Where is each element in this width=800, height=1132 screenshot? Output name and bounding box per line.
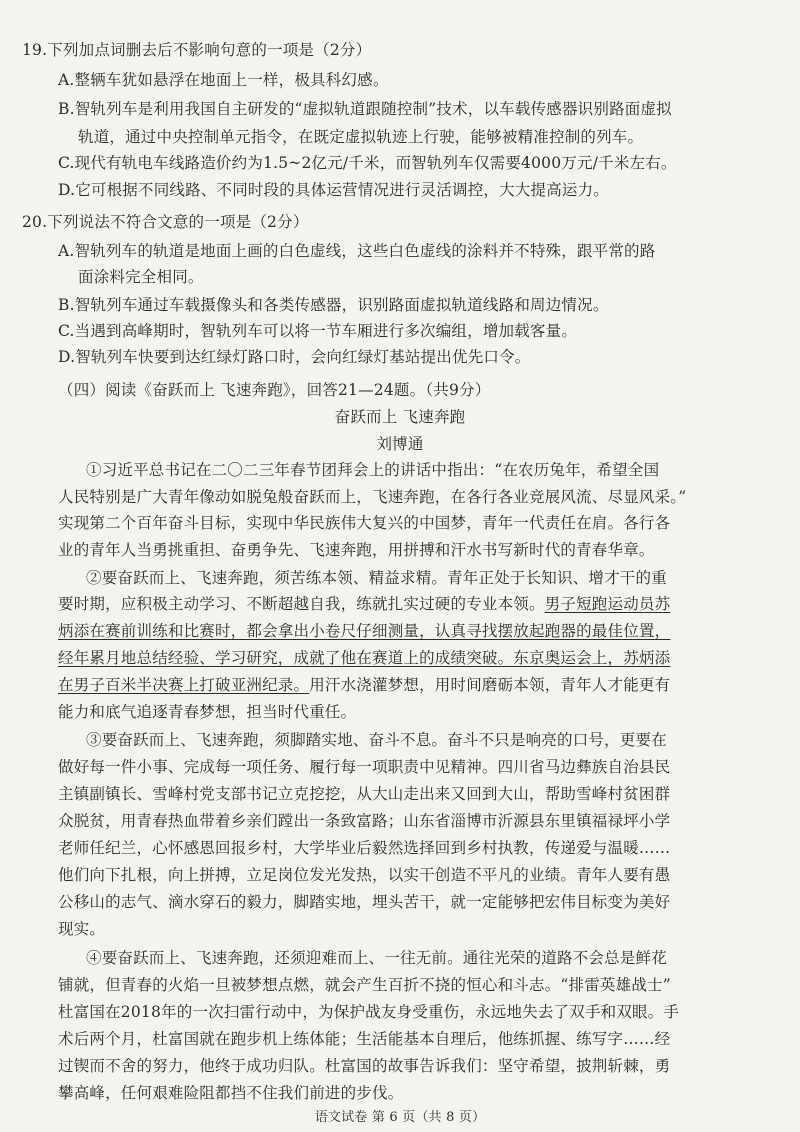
p3-line: 公移山的志气、滴水穿石的毅力，脚踏实地，埋头苦干，就一定能够把宏伟目标变为美好 [58, 893, 671, 911]
p4-line: 过锲而不舍的努力，他终于成功归队。杜富国的故事告诉我们：坚守希望，披荆斩棘，勇 [58, 1057, 671, 1075]
q20-option-b: B.智轨列车通过车载摄像头和各类传感器，识别路面虚拟轨道线路和周边情况。 [58, 296, 609, 314]
article-title: 奋跃而上 飞速奔跑 [334, 408, 466, 426]
p2-underlined-text: 在男子百米半决赛上打破亚洲纪录。 [58, 676, 310, 694]
p2-line [58, 675, 670, 695]
q19-option-a: A.整辆车犹如悬浮在地面上一样，极具科幻感。 [58, 71, 389, 89]
p4-line: 杜富国在2018年的一次扫雷行动中，为保护战友身受重伤，永远地失去了双手和双眼。手 [58, 1003, 680, 1021]
p3-line: ③要奋跃而上、飞速奔跑，须脚踏实地、奋斗不息。奋斗不只是响亮的口号，更要在 [86, 731, 667, 749]
p2-line: 能力和底气追逐青春梦想，担当时代重任。 [58, 703, 357, 721]
q20-option-a: A.智轨列车的轨道是地面上画的白色虚线，这些白色虚线的涂料并不特殊，跟平常的路 [58, 242, 656, 260]
p4-line: 术后两个月，杜富国就在跑步机上练体能；生活能基本自理后，他练抓握、练写字……经 [58, 1030, 671, 1048]
q20-option-c: C.当遇到高峰期时，智轨列车可以将一节车厢进行多次编组，增加载客量。 [58, 322, 578, 340]
p1-line: ①习近平总书记在二〇二三年春节团拜会上的讲话中指出：“在农历兔年，希望全国 [86, 461, 660, 479]
section-instruction: （四）阅读《奋跃而上 飞速奔跑》，回答21—24题。（共9分） [58, 381, 491, 399]
p1-line: 人民特别是广大青年像动如脱兔般奋跃而上，飞速奔跑，在各行各业竞展风流、尽显风采。” [58, 488, 687, 506]
q19-stem: 19.下列加点词删去后不影响句意的一项是（2分） [22, 41, 372, 59]
article-author: 刘博通 [376, 435, 424, 453]
p2-line: ②要奋跃而上、飞速奔跑，须苦练本领、精益求精。青年正处于长知识、增才干的重 [86, 569, 667, 587]
q19-option-d: D.它可根据不同线路、不同时段的具体运营情况进行灵活调控，大大提高运力。 [58, 181, 610, 199]
page-footer: 语文试卷 第 6 页（共 8 页） [314, 1110, 486, 1125]
p3-line: 他们向下扎根，向上拼搏，立足岗位发光发热，以实干创造不平凡的业绩。青年人要有愚 [58, 866, 671, 884]
p3-line: 主镇副镇长、雪峰村党支部书记立克挖挖，从大山走出来又回到大山，帮助雪峰村贫困群 [58, 785, 671, 803]
q19-option-b-cont: 轨道，通过中央控制单元指令，在既定虚拟轨迹上行驶，能够被精准控制的列车。 [78, 128, 644, 146]
q19-option-b: B.智轨列车是利用我国自主研发的“虚拟轨道跟随控制”技术，以车载传感器识别路面虚拟 [58, 100, 672, 118]
p2-plain-text: 要时期，应积极主动学习、不断超越自我，练就扎实过硬的专业本领。 [58, 595, 545, 613]
p2-underlined-line: 经年累月地总结经验、学习研究，成就了他在赛道上的成绩突破。东京奥运会上，苏炳添 [58, 649, 671, 667]
p4-line: 铺就，但青春的火焰一旦被梦想点燃，就会产生百折不挠的恒心和斗志。“排雷英雄战士” [58, 976, 671, 994]
p4-line: ④要奋跃而上、飞速奔跑，还须迎难而上、一往无前。通往光荣的道路不会总是鲜花 [86, 949, 667, 967]
q20-option-d: D.智轨列车快要到达红绿灯路口时，会向红绿灯基站提出优先口令。 [58, 348, 531, 366]
q20-option-a-cont: 面涂料完全相同。 [78, 268, 204, 286]
p3-line: 众脱贫，用青春热血带着乡亲们蹚出一条致富路；山东省淄博市沂源县东里镇福禄坪小学 [58, 812, 671, 830]
q20-stem: 20.下列说法不符合文意的一项是（2分） [22, 213, 309, 231]
q19-option-c: C.现代有轨电车线路造价约为1.5~2亿元/千米，而智轨列车仅需要4000万元/千米左右。 [58, 154, 677, 172]
p1-line: 业的青年人当勇挑重担、奋勇争先、飞速奔跑，用拼搏和汗水书写新时代的青春华章。 [58, 541, 655, 559]
p2-underlined-text: 男子短跑运动员苏 [544, 595, 671, 613]
p3-line: 老师任纪兰，心怀感恩回报乡村，大学毕业后毅然选择回到乡村执教，传递爱与温暖…… [58, 839, 671, 857]
p4-line: 攀高峰，任何艰难险阻都挡不住我们前进的步伐。 [58, 1084, 404, 1102]
p1-line: 实现第二个百年奋斗目标，实现中华民族伟大复兴的中国梦，青年一代责任在肩。各行各 [58, 514, 671, 532]
p3-line: 现实。 [58, 920, 106, 938]
p2-line [58, 594, 670, 614]
p3-line: 做好每一件小事、完成每一项任务、履行每一项职责中见精神。四川省马边彝族自治县民 [58, 758, 671, 776]
p2-underlined-line: 炳添在赛前训练和比赛时，都会拿出小卷尺仔细测量，认真寻找摆放起跑器的最佳位置， [58, 622, 671, 640]
p2-plain-text: 用汗水浇灌梦想，用时间磨砺本领，青年人才能更有 [309, 676, 671, 694]
